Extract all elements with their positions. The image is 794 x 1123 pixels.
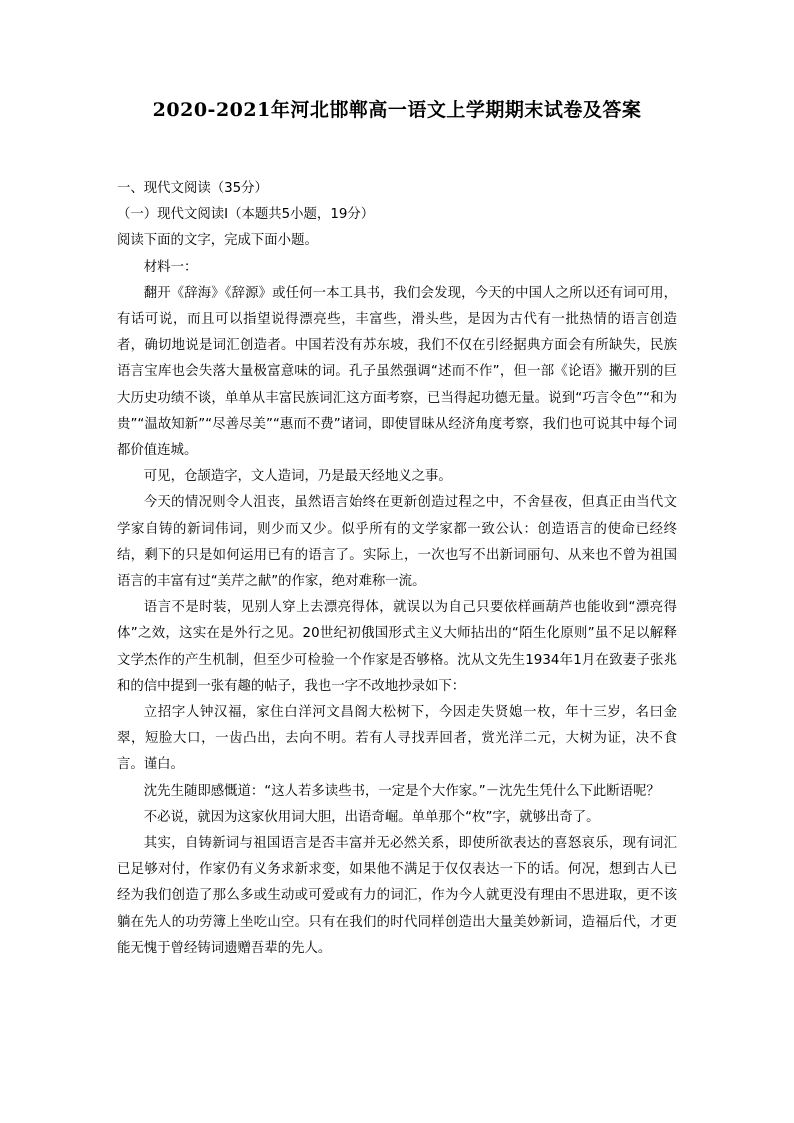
subsection-heading: （一）现代文阅读Ⅰ（本题共5小题，19分） [117,207,375,223]
paragraph: 其实，自铸新词与祖国语言是否丰富并无必然关系，即使所欲表达的喜怒哀乐，现有词汇已足够对付，作家仍有义务求新求变，如果他不满足于仅仅表达一下的话。何况，想到古人已经为我们创造了那么多或生动或可爱或有力的词汇，作为今人就更没有理由不思进取，更不该躺在先人的功劳簿上坐吃山空。只有在我们的时代同样创造出大量美妙新词，造福后代，才更能无愧于曾经铸词遗赠吾辈的先人。 [117,836,677,956]
paragraph: 语言不是时装，见别人穿上去漂亮得体，就误以为自己只要依样画葫芦也能收到“漂亮得体”之效，这实在是外行之见。20世纪初俄国形式主义大师拈出的“陌生化原则”虽不足以解释文学杰作的产生机制，但至少可检验一个作家是否够格。沈从文先生1934年1月在致妻子张兆和的信中提到一张有趣的帖子，我也一字不改地抄录如下： [117,600,677,694]
page-title: 2020-2021年河北邯郸高一语文上学期期末试卷及答案 [152,99,642,121]
instruction-text: 阅读下面的文字，完成下面小题。 [117,233,318,249]
paragraph: 今天的情况则令人沮丧，虽然语言始终在更新创造过程之中，不舍昼夜，但真正由当代文学家自铸的新词伟词，则少而又少。似乎所有的文学家都一致公认：创造语言的使命已经终结，剩下的只是如何运用已有的语言了。实际上，一次也写不出新词丽句、从来也不曾为祖国语言的丰富有过“美芹之献”的作家，绝对难称一流。 [117,495,677,590]
document-body [117,176,677,962]
paragraph: 不必说，就因为这家伙用词大胆，出语奇崛。单单那个“枚”字，就够出奇了。 [143,809,600,825]
paragraph: 翻开《辞海》《辞源》或任何一本工具书，我们会发现，今天的中国人之所以还有词可用，有话可说，而且可以指望说得漂亮些，丰富些，滑头些，是因为古代有一批热情的语言创造者，确切地说是词汇创造者。中国若没有苏东坡，我们不仅在引经据典方面会有所缺失，民族语言宝库也会失落大量极富意味的词。孔子虽然强调“述而不作”，但一部《论语》撇开别的巨大历史功绩不谈，单单从丰富民族词汇这方面考察，已当得起功德无量。说到“巧言令色”“和为贵”“温故知新”“尽善尽美”“惠而不费”诸词，即使冒昧从经济角度考察，我们也可说其中每个词都价值连城。 [117,285,677,459]
paragraph: 沈先生随即感慨道：“这人若多读些书，一定是个大作家。”－沈先生凭什么下此断语呢？ [143,783,660,799]
quoted-notice: 立招字人钟汉福，家住白洋河文昌阁大松树下，今因走失贤媳一枚，年十三岁，名曰金翠，短脸大口，一齿凸出，去向不明。若有人寻找弄回者，赏光洋二元，大树为证，决不食言。谨白。 [117,705,677,773]
material-label: 材料一： [143,259,198,275]
section-heading: 一、现代文阅读（35分） [117,181,268,196]
paragraph: 可见，仓颉造字，文人造词，乃是最天经地义之事。 [143,469,452,485]
